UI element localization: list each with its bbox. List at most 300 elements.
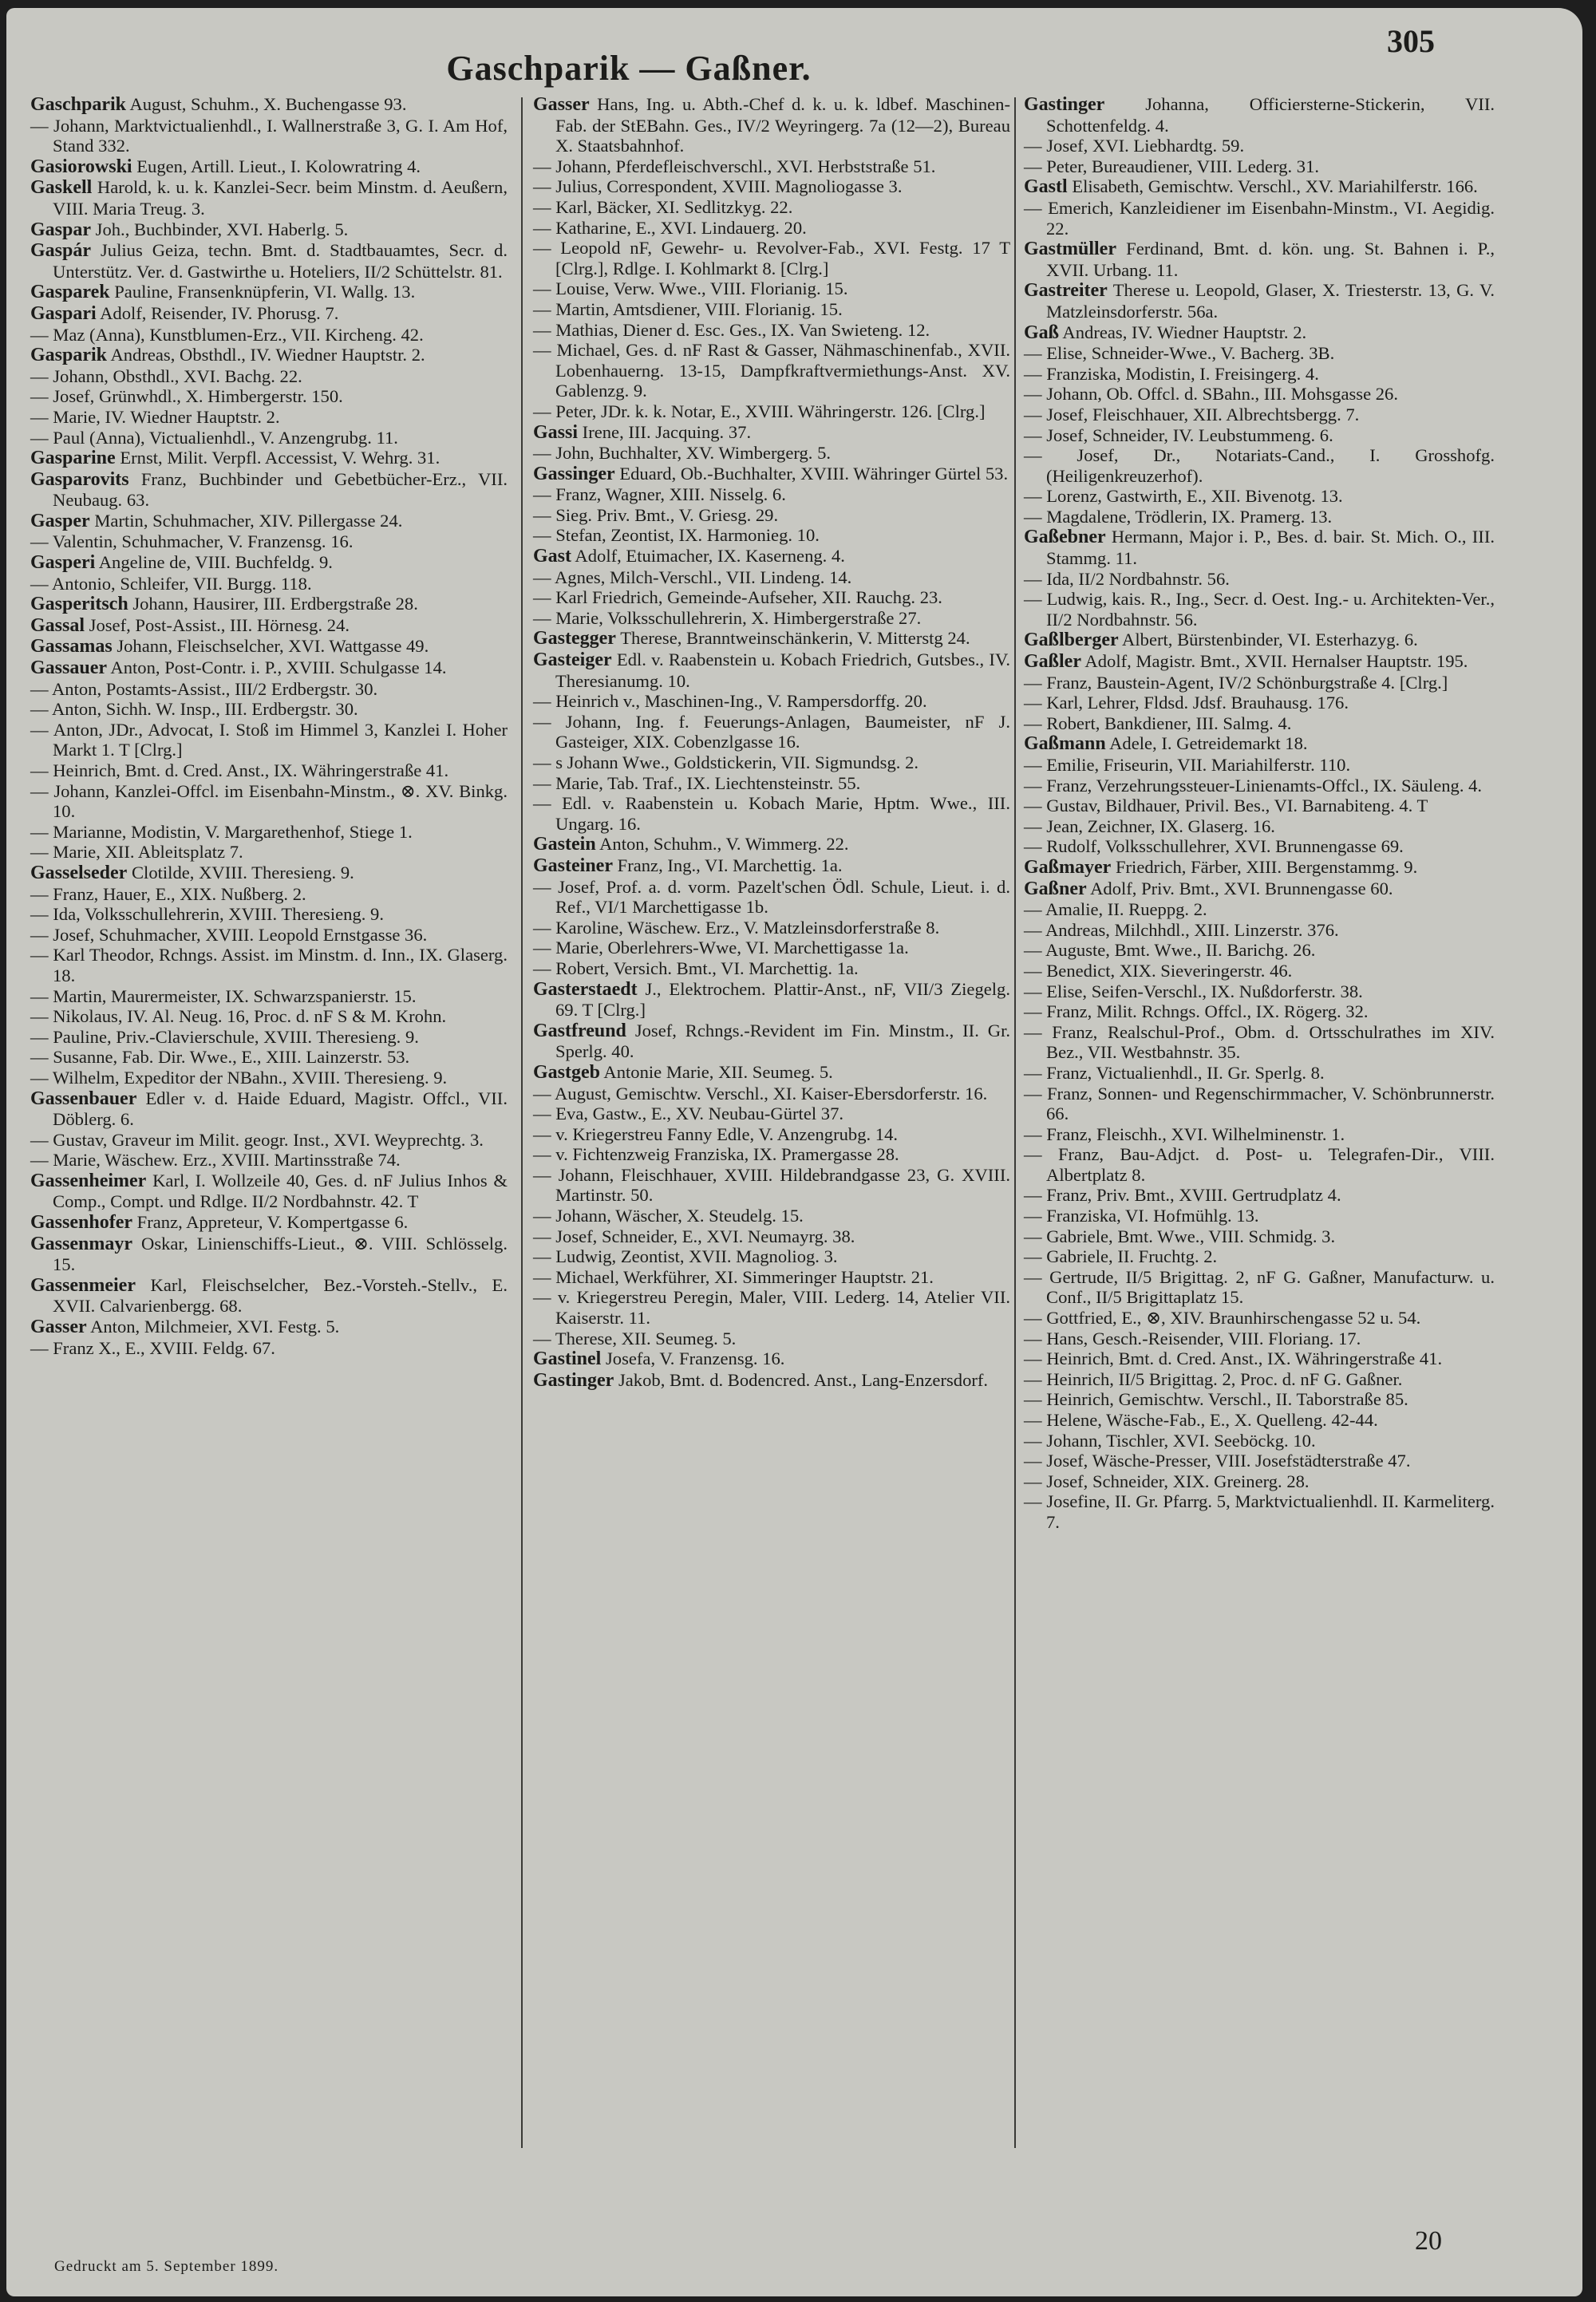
directory-entry <box>30 986 508 1007</box>
entry-details: — Karl, Bäcker, XI. Sedlitzkyg. 22. <box>533 196 793 217</box>
entry-surname: Gassamas <box>30 636 113 657</box>
entry-details: Clotilde, XVIII. Theresieng. 9. <box>131 862 354 882</box>
directory-entry <box>30 94 508 116</box>
entry-details: — Karl, Lehrer, Fldsd. Jdsf. Brauhausg. 176. <box>1024 693 1349 713</box>
entry-surname: Gaßmann <box>1024 733 1106 755</box>
directory-entry <box>30 699 508 720</box>
entry-details: — Marie, Oberlehrers-Wwe, VI. Marchettigasse 1a. <box>533 938 909 958</box>
entry-details: Franz, Buchbinder und Gebetbücher-Erz., VII. Neubaug. 63. <box>53 468 508 511</box>
directory-entry <box>1024 940 1495 961</box>
directory-entry <box>30 219 508 241</box>
directory-entry <box>1024 816 1495 837</box>
column-2 <box>533 94 1010 1391</box>
directory-entry <box>533 1124 1010 1145</box>
signature-mark: 20 <box>1415 2226 1442 2256</box>
directory-entry <box>30 884 508 905</box>
directory-entry <box>30 282 508 303</box>
directory-entry <box>1024 486 1495 507</box>
directory-entry <box>533 505 1010 526</box>
directory-entry <box>1024 384 1495 405</box>
entry-details: — Antonio, Schleifer, VII. Burgg. 118. <box>30 573 312 594</box>
entry-surname: Gaßmayer <box>1024 856 1112 878</box>
entry-details: Antonie Marie, XII. Seumeg. 5. <box>603 1061 833 1082</box>
directory-entry <box>533 1329 1010 1349</box>
directory-entry <box>533 525 1010 546</box>
directory-entry <box>533 1287 1010 1328</box>
entry-details: — Johann, Pferdefleischverschl., XVI. Herbststraße 51. <box>533 156 936 176</box>
directory-entry <box>1024 796 1495 816</box>
entry-details: — Maz (Anna), Kunstblumen-Erz., VII. Kircheng. 42. <box>30 324 424 345</box>
directory-entry <box>1024 836 1495 857</box>
entry-details: — v. Kriegerstreu Peregin, Maler, VIII. Lederg. 14, Atelier VII. Kaiserstr. 11. <box>533 1287 1010 1329</box>
entry-details: J., Elektrochem. Plattir-Anst., nF, VII/3 Ziegelg. 69. T [Clrg.] <box>555 978 1010 1021</box>
directory-entry <box>1024 1329 1495 1349</box>
entry-details: — Franz, Priv. Bmt., XVIII. Gertrudplatz 4. <box>1024 1185 1341 1206</box>
entry-surname: Gastinger <box>1024 94 1105 115</box>
entry-details: — Peter, JDr. k. k. Notar, E., XVIII. Währingerstr. 126. [Clrg.] <box>533 401 986 421</box>
directory-entry <box>30 1234 508 1275</box>
directory-entry <box>1024 322 1495 344</box>
entry-surname: Gast <box>533 546 571 567</box>
entry-details: Adolf, Priv. Bmt., XVI. Brunnengasse 60. <box>1090 878 1393 898</box>
directory-entry <box>1024 1308 1495 1329</box>
directory-entry <box>533 197 1010 218</box>
directory-entry <box>533 834 1010 855</box>
entry-surname: Gaspari <box>30 302 97 324</box>
entry-surname: Gaß <box>1024 322 1060 343</box>
directory-entry <box>1024 1431 1495 1451</box>
entry-details: — Paul (Anna), Victualienhdl., V. Anzengrubg. 11. <box>30 427 398 448</box>
directory-entry <box>533 218 1010 239</box>
entry-details: Hermann, Major i. P., Bes. d. bair. St. Mich. O., III. Stammg. 11. <box>1046 527 1495 569</box>
directory-entry <box>1024 589 1495 630</box>
directory-entry <box>533 979 1010 1021</box>
directory-entry <box>1024 961 1495 981</box>
directory-entry <box>533 855 1010 877</box>
directory-entry <box>30 822 508 843</box>
directory-entry <box>533 1144 1010 1165</box>
directory-entry <box>1024 713 1495 734</box>
directory-entry <box>1024 630 1495 651</box>
directory-entry <box>30 1088 508 1130</box>
entry-details: — v. Kriegerstreu Fanny Edle, V. Anzengrubg. 14. <box>533 1123 899 1144</box>
entry-surname: Gassenmeier <box>30 1274 136 1296</box>
directory-entry <box>533 1021 1010 1062</box>
directory-entry <box>533 156 1010 177</box>
entry-details: Karl, I. Wollzeile 40, Ges. d. nF Julius Inhos & Comp., Compt. und Rdlge. II/2 Nordbahnstr. 42. T <box>53 1170 508 1212</box>
entry-details: Anton, Milchmeier, XVI. Festg. 5. <box>90 1317 340 1337</box>
entry-details: — Jean, Zeichner, IX. Glaserg. 16. <box>1024 815 1275 836</box>
entry-surname: Gasser <box>30 1317 87 1338</box>
entry-details: — Karoline, Wäschew. Erz., V. Matzleinsdorferstraße 8. <box>533 917 940 938</box>
entry-details: Harold, k. u. k. Kanzlei-Secr. beim Minstm. d. Aeußern, VIII. Maria Treug. 3. <box>53 177 508 219</box>
entry-details: — Josef, Wäsche-Presser, VIII. Josefstädterstraße 47. <box>1024 1451 1411 1471</box>
directory-entry <box>533 546 1010 567</box>
entry-details: — Louise, Verw. Wwe., VIII. Florianig. 15. <box>533 278 848 299</box>
directory-entry <box>533 773 1010 794</box>
entry-details: Julius Geiza, techn. Bmt. d. Stadtbauamtes, Secr. d. Unterstütz. Ver. d. Gastwirthe u. Hoteliers, II/2 Schüttelstr. 81. <box>53 240 508 282</box>
directory-entry <box>1024 857 1495 879</box>
entry-surname: Gasparik <box>30 345 108 366</box>
entry-details: — Lorenz, Gastwirth, E., XII. Bivenotg. 13. <box>1024 486 1343 507</box>
directory-entry <box>533 1084 1010 1104</box>
entry-details: — Amalie, II. Rueppg. 2. <box>1024 899 1207 920</box>
entry-details: Irene, III. Jacquing. 37. <box>582 421 752 442</box>
entry-details: Josefa, V. Franzensg. 16. <box>606 1348 785 1369</box>
entry-surname: Gasterstaedt <box>533 978 638 1000</box>
entry-surname: Gassal <box>30 614 85 636</box>
entry-surname: Gasparek <box>30 282 110 303</box>
directory-entry <box>30 1130 508 1151</box>
entry-surname: Gasiorowski <box>30 156 132 177</box>
directory-entry <box>1024 755 1495 776</box>
entry-details: — Gottfried, E., ⊗, XIV. Braunhirschengasse 52 u. 54. <box>1024 1308 1421 1329</box>
directory-entry <box>533 752 1010 773</box>
entry-details: — Franz, Fleischh., XVI. Wilhelminenstr. 1. <box>1024 1123 1345 1144</box>
directory-entry <box>1024 94 1495 136</box>
entry-surname: Gastegger <box>533 628 616 650</box>
directory-entry <box>1024 1226 1495 1247</box>
entry-details: — Marie, Volksschullehrerin, X. Himbergerstraße 27. <box>533 607 922 628</box>
directory-entry <box>30 863 508 884</box>
directory-entry <box>30 345 508 366</box>
entry-surname: Gaßlberger <box>1024 630 1119 651</box>
directory-entry <box>533 1370 1010 1392</box>
directory-entry <box>533 422 1010 444</box>
entry-details: — Franz, Milit. Rchngs. Offcl., IX. Rögerg. 32. <box>1024 1001 1369 1022</box>
entry-details: — Leopold nF, Gewehr- u. Revolver-Fab., XVI. Festg. 17 T [Clrg.], Rdlge. I. Kohlmarkt 8. [Clrg.] <box>533 238 1010 278</box>
directory-entry <box>1024 673 1495 693</box>
directory-entry <box>1024 1084 1495 1124</box>
directory-entry <box>30 116 508 156</box>
entry-details: Therese, Branntweinschänkerin, V. Mitterstg 24. <box>620 628 970 649</box>
entry-details: Jakob, Bmt. d. Bodencred. Anst., Lang-Enzersdorf. <box>618 1369 989 1390</box>
directory-entry <box>30 925 508 946</box>
entry-details: — s Johann Wwe., Goldstickerin, VII. Sigmundsg. 2. <box>533 752 919 772</box>
entry-details: Martin, Schuhmacher, XIV. Pillergasse 24. <box>94 510 403 531</box>
directory-entry <box>30 1006 508 1027</box>
entry-surname: Gastmüller <box>1024 239 1116 260</box>
entry-details: — Franz, Sonnen- und Regenschirmmacher, V. Schönbrunnerstr. 66. <box>1024 1083 1495 1124</box>
directory-entry <box>1024 879 1495 900</box>
entry-details: — Elise, Schneider-Wwe., V. Bacherg. 3B. <box>1024 343 1335 364</box>
entry-details: — Johann, Kanzlei-Offcl. im Eisenbahn-Minstm., ⊗. XV. Binkg. 10. <box>30 780 508 822</box>
directory-entry <box>533 587 1010 608</box>
directory-entry <box>1024 1348 1495 1369</box>
entry-details: Ernst, Milit. Verpfl. Accessist, V. Wehrg. 31. <box>120 448 440 468</box>
print-date: Gedruckt am 5. September 1899. <box>54 2258 279 2275</box>
entry-surname: Gaßebner <box>1024 527 1106 548</box>
directory-entry <box>30 325 508 345</box>
entry-details: Albert, Bürstenbinder, VI. Esterhazyg. 6. <box>1122 630 1418 650</box>
entry-details: — Gertrude, II/5 Brigittag. 2, nF G. Gaßner, Manufacturw. u. Conf., II/5 Brigittaplatz 15. <box>1024 1266 1495 1308</box>
entry-surname: Gastreiter <box>1024 280 1108 302</box>
entry-details: — Gabriele, Bmt. Wwe., VIII. Schmidg. 3. <box>1024 1226 1336 1246</box>
entry-details: — Franz, Wagner, XIII. Nisselg. 6. <box>533 484 786 505</box>
entry-details: — Johann, Marktvictualienhdl., I. Wallnerstraße 3, G. I. Am Hof, Stand 332. <box>30 115 508 156</box>
entry-surname: Gassenhofer <box>30 1212 132 1234</box>
directory-entry <box>1024 693 1495 713</box>
entry-details: — Wilhelm, Expeditor der NBahn., XVIII. Theresieng. 9. <box>30 1067 448 1088</box>
entry-details: — Franz, Verzehrungssteuer-Linienamts-Offcl., IX. Säuleng. 4. <box>1024 775 1483 796</box>
directory-entry <box>1024 1491 1495 1532</box>
entry-surname: Gasser <box>533 94 590 115</box>
directory-entry <box>30 657 508 679</box>
directory-entry <box>30 1150 508 1171</box>
directory-entry <box>533 484 1010 505</box>
entry-details: Adolf, Etuimacher, IX. Kaserneng. 4. <box>575 546 845 567</box>
entry-details: — Franz, Bau-Adjct. d. Post- u. Telegrafen-Dir., VIII. Albertplatz 8. <box>1024 1144 1495 1185</box>
directory-entry <box>533 94 1010 156</box>
entry-details: — Auguste, Bmt. Wwe., II. Barichg. 26. <box>1024 940 1316 961</box>
directory-entry <box>1024 1410 1495 1431</box>
directory-entry <box>1024 343 1495 364</box>
entry-surname: Gaspar <box>30 219 92 240</box>
entry-details: — Rudolf, Volksschullehrer, XVI. Brunnengasse 69. <box>1024 836 1404 857</box>
entry-details: — Johann, Ob. Offcl. d. SBahn., III. Mohsgasse 26. <box>1024 384 1398 405</box>
directory-entry <box>30 386 508 407</box>
directory-entry <box>30 448 508 469</box>
entry-surname: Gasperi <box>30 552 96 574</box>
directory-entry <box>1024 1267 1495 1308</box>
entry-details: — Andreas, Milchhdl., XIII. Linzerstr. 376. <box>1024 919 1339 940</box>
entry-details: Adele, I. Getreidemarkt 18. <box>1109 733 1308 754</box>
entry-details: Eduard, Ob.-Buchhalter, XVIII. Währinger Gürtel 53. <box>619 463 1009 484</box>
entry-details: — Anton, Sichh. W. Insp., III. Erdbergstr. 30. <box>30 699 358 720</box>
directory-entry <box>30 303 508 325</box>
entry-details: — Marie, Tab. Traf., IX. Liechtensteinstr. 55. <box>533 772 861 793</box>
directory-entry <box>533 1226 1010 1247</box>
entry-details: Pauline, Fransenknüpferin, VI. Wallg. 13. <box>114 282 416 302</box>
directory-entry <box>1024 1389 1495 1410</box>
directory-entry <box>1024 733 1495 755</box>
entry-details: — Gabriele, II. Fruchtg. 2. <box>1024 1246 1218 1267</box>
entry-details: — Agnes, Milch-Verschl., VII. Lindeng. 14. <box>533 567 852 587</box>
entry-surname: Gassinger <box>533 463 615 484</box>
directory-entry <box>30 720 508 760</box>
entry-details: — Anton, JDr., Advocat, I. Stoß im Himmel 3, Kanzlei I. Hoher Markt 1. T [Clrg.] <box>30 719 508 760</box>
entry-surname: Gasper <box>30 510 90 531</box>
directory-entry <box>1024 1246 1495 1267</box>
directory-entry <box>30 1338 508 1359</box>
entry-surname: Gassi <box>533 421 579 443</box>
directory-entry <box>533 691 1010 712</box>
entry-details: Adolf, Magistr. Bmt., XVII. Hernalser Hauptstr. 195. <box>1084 651 1468 672</box>
entry-details: — Franz, Hauer, E., XIX. Nußberg. 2. <box>30 883 306 904</box>
entry-details: — Peter, Bureaudiener, VIII. Lederg. 31. <box>1024 156 1320 176</box>
entry-details: — Ludwig, Zeontist, XVII. Magnoliog. 3. <box>533 1246 838 1267</box>
entry-details: — Johann, Obsthdl., XVI. Bachg. 22. <box>30 365 302 386</box>
directory-entry <box>30 781 508 822</box>
directory-entry <box>30 904 508 925</box>
entry-details: Ferdinand, Bmt. d. kön. ung. St. Bahnen i. P., XVII. Urbang. 11. <box>1046 239 1495 280</box>
entry-surname: Gaspár <box>30 240 92 262</box>
entry-details: — Heinrich v., Maschinen-Ing., V. Rampersdorffg. 20. <box>533 691 927 712</box>
entry-details: — August, Gemischtw. Verschl., XI. Kaiser-Ebersdorferstr. 16. <box>533 1083 988 1104</box>
entry-details: — Elise, Seifen-Verschl., IX. Nußdorferstr. 38. <box>1024 981 1363 1001</box>
column-3 <box>1024 94 1495 1533</box>
directory-entry <box>533 1267 1010 1288</box>
entry-details: — Josef, Prof. a. d. vorm. Pazelt'schen Ödl. Schule, Lieut. i. d. Ref., VI/1 Marchettigasse 1b. <box>533 876 1010 918</box>
directory-entry <box>533 278 1010 299</box>
entry-details: — Marie, XII. Ableitsplatz 7. <box>30 842 243 863</box>
directory-entry <box>30 1171 508 1212</box>
entry-details: Edl. v. Raabenstein u. Kobach Friedrich, Gutsbes., IV. Theresianumg. 10. <box>555 650 1010 691</box>
directory-entry <box>533 877 1010 918</box>
entry-surname: Gastinel <box>533 1348 602 1370</box>
entry-details: — Michael, Werkführer, XI. Simmeringer Hauptstr. 21. <box>533 1266 934 1287</box>
entry-details: — Gustav, Graveur im Milit. geogr. Inst., XVI. Weyprechtg. 3. <box>30 1129 484 1150</box>
directory-entry <box>1024 425 1495 446</box>
directory-entry <box>533 1165 1010 1206</box>
entry-details: — Robert, Bankdiener, III. Salmg. 4. <box>1024 713 1292 733</box>
directory-entry <box>30 1047 508 1068</box>
entry-details: August, Schuhm., X. Buchengasse 93. <box>129 94 407 114</box>
directory-entry <box>533 464 1010 485</box>
directory-entry <box>533 1206 1010 1226</box>
entry-details: — Josef, Schneider, IV. Leubstummeng. 6. <box>1024 424 1333 445</box>
entry-surname: Gassenbauer <box>30 1088 137 1109</box>
entry-details: Josef, Post-Assist., III. Hörnesg. 24. <box>89 614 350 635</box>
directory-entry <box>30 842 508 863</box>
directory-entry <box>30 679 508 700</box>
entry-details: Johanna, Officiersterne-Stickerin, VII. Schottenfeldg. 4. <box>1046 94 1495 136</box>
entry-details: — Nikolaus, IV. Al. Neug. 16, Proc. d. nF S & M. Krohn. <box>30 1006 447 1027</box>
entry-details: Andreas, Obsthdl., IV. Wiedner Hauptstr. 2. <box>110 345 425 365</box>
directory-entry <box>1024 405 1495 425</box>
entry-details: — Josef, Schneider, XIX. Greinerg. 28. <box>1024 1471 1310 1491</box>
entry-details: Franz, Ing., VI. Marchettig. 1a. <box>617 855 843 875</box>
directory-entry <box>30 636 508 657</box>
directory-entry <box>30 156 508 178</box>
directory-entry <box>533 1348 1010 1370</box>
entry-details: — Franziska, VI. Hofmühlg. 13. <box>1024 1206 1259 1226</box>
directory-entry <box>533 299 1010 320</box>
entry-details: — Katharine, E., XVI. Lindauerg. 20. <box>533 217 807 238</box>
entry-details: — Valentin, Schuhmacher, V. Franzensg. 16. <box>30 531 354 552</box>
entry-details: — Franz, Victualienhdl., II. Gr. Sperlg. 8. <box>1024 1062 1325 1083</box>
entry-details: — v. Fichtenzweig Franziska, IX. Pramergasse 28. <box>533 1144 899 1165</box>
entry-details: Eugen, Artill. Lieut., I. Kolowratring 4. <box>136 156 421 176</box>
entry-surname: Gastein <box>533 834 596 855</box>
entry-details: Hans, Ing. u. Abth.-Chef d. k. u. k. ldbef. Maschinen-Fab. der StEBahn. Ges., IV/2 Weyringerg. 7a (12—2), Bureau X. Staatsbahnhof. <box>555 94 1010 156</box>
directory-entry <box>1024 156 1495 177</box>
entry-details: — Therese, XII. Seumeg. 5. <box>533 1328 737 1348</box>
directory-entry <box>533 320 1010 341</box>
directory-entry <box>533 712 1010 752</box>
directory-entry <box>30 945 508 985</box>
column-divider <box>1014 97 1016 2148</box>
entry-surname: Gassenmayr <box>30 1233 132 1254</box>
entry-surname: Gasteiger <box>533 650 612 671</box>
entry-details: — Eva, Gastw., E., XV. Neubau-Gürtel 37. <box>533 1104 844 1124</box>
directory-entry <box>30 1275 508 1317</box>
entry-details: Angeline de, VIII. Buchfeldg. 9. <box>98 552 333 573</box>
entry-details: — Michael, Ges. d. nF Rast & Gasser, Nähmaschinenfab., XVII. Lobenhauerng. 13-15, Dampfkraftvermiethungs-Anst. XV. Gablenzg. 9. <box>533 340 1010 401</box>
directory-entry <box>30 1068 508 1088</box>
directory-entry <box>30 574 508 594</box>
entry-details: — Marie, IV. Wiedner Hauptstr. 2. <box>30 406 280 427</box>
directory-entry <box>1024 1124 1495 1145</box>
entry-details: — Josef, Schuhmacher, XVIII. Leopold Ernstgasse 36. <box>30 924 428 945</box>
entry-details: Oskar, Linienschiffs-Lieut., ⊗. VIII. Schlösselg. 15. <box>53 1233 508 1275</box>
entry-surname: Gaschparik <box>30 94 127 115</box>
directory-entry <box>30 594 508 615</box>
entry-details: — Franz, Baustein-Agent, IV/2 Schönburgstraße 4. [Clrg.] <box>1024 672 1448 693</box>
entry-surname: Gasselseder <box>30 862 128 883</box>
entry-details: — Franziska, Modistin, I. Freisingerg. 4. <box>1024 363 1319 384</box>
entry-details: Joh., Buchbinder, XVI. Haberlg. 5. <box>95 219 349 239</box>
directory-entry <box>30 366 508 387</box>
entry-surname: Gastgeb <box>533 1061 600 1083</box>
entry-details: — Susanne, Fab. Dir. Wwe., E., XIII. Lainzerstr. 53. <box>30 1047 410 1068</box>
directory-entry <box>1024 920 1495 941</box>
entry-details: — Anton, Postamts-Assist., III/2 Erdbergstr. 30. <box>30 678 378 699</box>
directory-entry <box>533 176 1010 197</box>
directory-entry <box>1024 981 1495 1002</box>
entry-details: — Julius, Correspondent, XVIII. Magnoliogasse 3. <box>533 176 903 197</box>
directory-entry <box>533 628 1010 650</box>
directory-entry <box>30 407 508 428</box>
directory-entry <box>533 793 1010 834</box>
directory-entry <box>533 650 1010 691</box>
entry-surname: Gastl <box>1024 176 1068 198</box>
directory-entry <box>1024 1063 1495 1084</box>
directory-entry <box>30 240 508 282</box>
directory-entry <box>1024 507 1495 527</box>
directory-entry <box>533 401 1010 422</box>
directory-entry <box>1024 776 1495 796</box>
entry-details: — Marie, Wäschew. Erz., XVIII. Martinsstraße 74. <box>30 1150 401 1171</box>
directory-entry <box>533 1062 1010 1084</box>
directory-entry <box>1024 280 1495 322</box>
entry-details: — Josefine, II. Gr. Pfarrg. 5, Marktvictualienhdl. II. Karmeliterg. 7. <box>1024 1491 1495 1532</box>
entry-details: — Marianne, Modistin, V. Margarethenhof, Stiege 1. <box>30 821 413 842</box>
entry-details: — Karl Friedrich, Gemeinde-Aufseher, XII. Rauchg. 23. <box>533 587 942 608</box>
entry-details: — Josef, Schneider, E., XVI. Neumayrg. 38. <box>533 1226 855 1246</box>
entry-details: Adolf, Reisender, IV. Phorusg. 7. <box>100 302 339 323</box>
entry-surname: Gaßler <box>1024 651 1081 673</box>
directory-entry <box>1024 176 1495 198</box>
entry-surname: Gasteiner <box>533 855 613 876</box>
entry-surname: Gassenheimer <box>30 1170 147 1191</box>
entry-details: — Magdalene, Trödlerin, IX. Pramerg. 13. <box>1024 506 1333 527</box>
page-title: Gaschparik — Gaßner. <box>446 49 812 88</box>
directory-entry <box>1024 1451 1495 1471</box>
entry-details: Karl, Fleischselcher, Bez.-Vorsteh.-Stellv., E. XVII. Calvarienbergg. 68. <box>53 1274 508 1317</box>
entry-surname: Gaßner <box>1024 878 1087 899</box>
directory-entry <box>1024 364 1495 385</box>
directory-entry <box>1024 1144 1495 1185</box>
directory-entry <box>30 177 508 219</box>
directory-entry <box>1024 527 1495 568</box>
directory-entry <box>533 340 1010 401</box>
entry-details: Johann, Hausirer, III. Erdbergstraße 28. <box>132 594 418 614</box>
directory-entry <box>30 469 508 511</box>
directory-entry <box>1024 1206 1495 1226</box>
directory-entry <box>30 760 508 781</box>
page-number: 305 <box>1387 23 1435 59</box>
directory-entry <box>30 1027 508 1048</box>
entry-details: — Mathias, Diener d. Esc. Ges., IX. Van Swieteng. 12. <box>533 319 930 340</box>
directory-entry <box>1024 1001 1495 1022</box>
entry-details: — Heinrich, II/5 Brigittag. 2, Proc. d. nF G. Gaßner. <box>1024 1368 1403 1389</box>
entry-details: — Helene, Wäsche-Fab., E., X. Quelleng. 42-44. <box>1024 1410 1378 1430</box>
entry-details: — Josef, Fleischhauer, XII. Albrechtsbergg. 7. <box>1024 404 1360 424</box>
directory-entry <box>533 938 1010 958</box>
entry-details: Anton, Post-Contr. i. P., XVIII. Schulgasse 14. <box>110 657 447 678</box>
entry-details: — Emilie, Friseurin, VII. Mariahilferstr. 110. <box>1024 755 1351 775</box>
